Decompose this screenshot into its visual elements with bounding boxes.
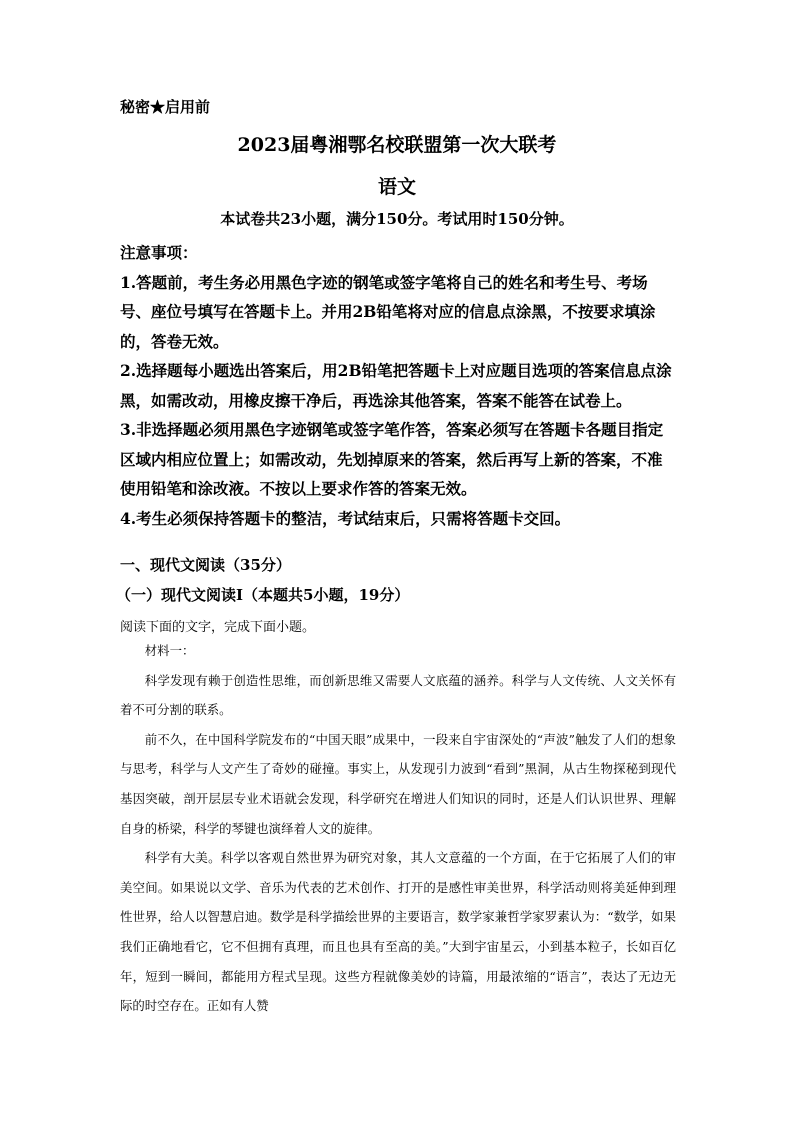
material-label: 材料一： [144,643,195,658]
material-paragraph: 前不久，在中国科学院发布的“中国天眼”成果中，一段来自宇宙深处的“声波”触发了人们的想象与思考，科学与人文产生了奇妙的碰撞。事实上，从发现引力波到“看到”黑洞，从古生物探秘到现代基因突破，剖开层层专业术语就会发现，科学研究在增进人们知识的同时，还是人们认识世界、理解自身的桥梁，科学的琴键也演绎着人文的旋律。 [120,731,676,836]
material-one [120,636,676,1021]
notice-item-2: 2.选择题每小题选出答案后，用2B铅笔把答题卡上对应题目选项的答案信息点涂黑，如需改动，用橡皮擦干净后，再选涂其他答案，答案不能答在试卷上。 [120,361,672,410]
material-paragraph: 科学发现有赖于创造性思维，而创新思维又需要人文底蕴的涵养。科学与人文传统、人文关怀有着不可分割的联系。 [120,672,676,718]
exam-info: 本试卷共23小题，满分150分。考试用时150分钟。 [220,210,574,228]
material-paragraph: 科学有大美。科学以客观自然世界为研究对象，其人文意蕴的一个方面，在于它拓展了人们的审美空间。如果说以文学、音乐为代表的艺术创作、打开的是感性审美世界，科学活动则将美延伸到理性世界，给人以智慧启迪。数学是科学描绘世界的主要语言，数学家兼哲学家罗素认为：“数学，如果我们正确地看它，它不但拥有真理，而且也具有至高的美。”大到宇宙星云，小到基本粒子，长如百亿年，短到一瞬间，都能用方程式呈现。这些方程就像美妙的诗篇，用最浓缩的“语言”，表达了无边无际的时空存在。正如有人赞 [120,850,676,1014]
subject-title: 语文 [377,176,416,198]
notice-item-4: 4.考生必须保持答题卡的整洁，考试结束后，只需将答题卡交回。 [120,508,571,528]
notice-block [120,238,676,533]
notice-label: 注意事项： [120,243,198,262]
notice-item-1: 1.答题前，考生务必用黑色字迹的钢笔或签字笔将自己的姓名和考生号、考场号、座位号填写在答题卡上。并用2B铅笔将对应的信息点涂黑，不按要求填涂的，答卷无效。 [120,272,656,351]
notice-item-3: 3.非选择题必须用黑色字迹钢笔或签字笔作答，答案必须写在答题卡各题目指定区域内相应位置上；如需改动，先划掉原来的答案，然后再写上新的答案，不准使用铅笔和涂改液。不按以上要求作答的答案无效。 [120,420,664,498]
secret-mark: 秘密★启用前 [120,98,211,116]
reading-instruction: 阅读下面的文字，完成下面小题。 [120,620,316,635]
exam-title: 2023届粤湘鄂名校联盟第一次大联考 [237,134,557,156]
sub-section-title: （一）现代文阅读Ⅰ（本题共5小题，19分） [116,586,410,604]
part-title: 一、现代文阅读（35分） [120,556,291,574]
